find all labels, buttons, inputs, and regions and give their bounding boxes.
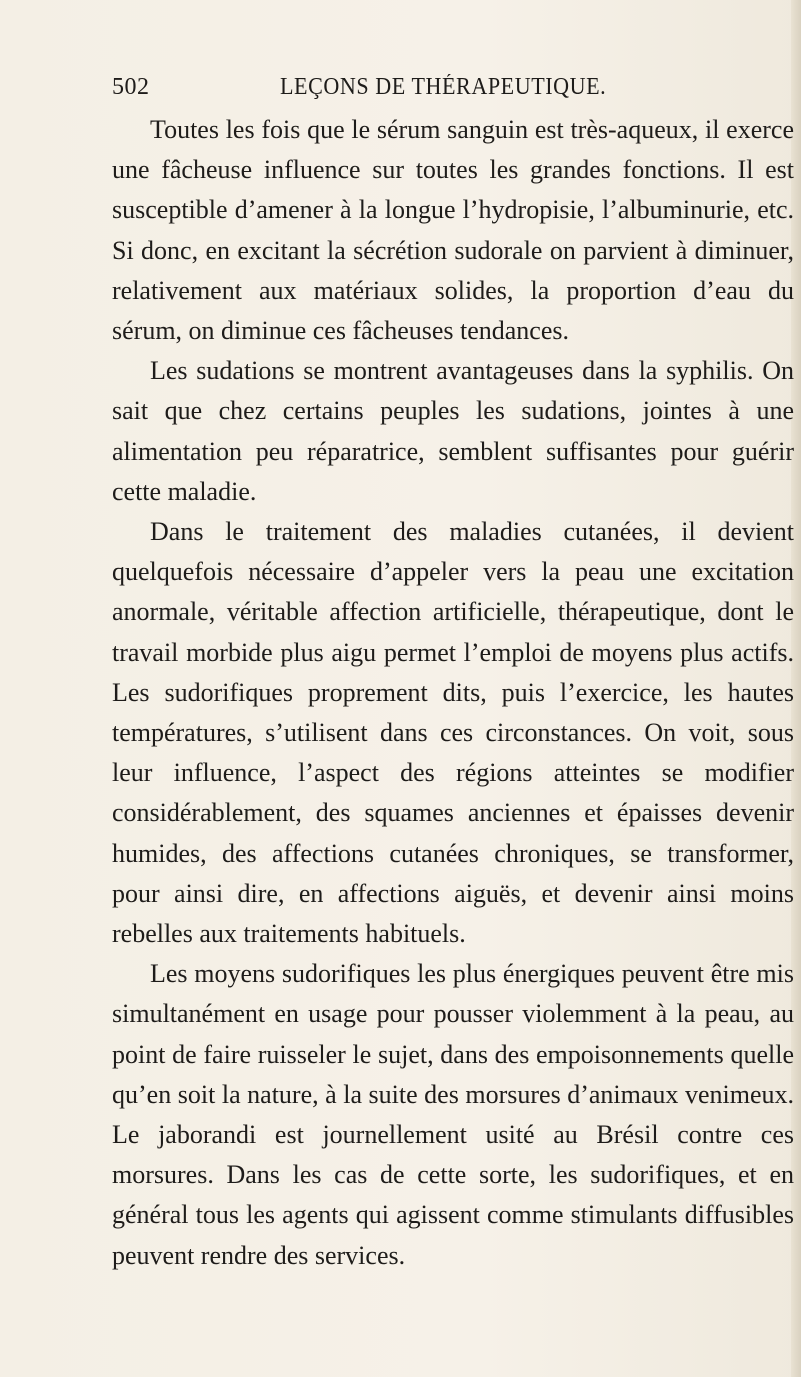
paragraph-2: Les sudations se montrent avantageuses dans la syphilis. On sait que chez certains peuples les sudations, jointes à une alimentation peu réparatrice, semblent suffisantes pour guérir cette maladie. — [112, 356, 794, 506]
running-header — [112, 72, 672, 108]
paragraph-3: Dans le traitement des maladies cutanées, il devient quelquefois nécessaire d’appeler vers la peau une excitation anormale, véritable affection artificielle, thérapeutique, dont le travail morbide plus aigu permet l’emploi de moyens plus actifs. Les sudorifiques proprement dits, puis l’exercice, les hautes températures, s’utilisent dans ces circonstances. On voit, sous leur influence, l’aspect des régions atteintes se modifier considérablement, des squames anciennes et épaisses devenir humides, des affections cutanées chroniques, se transformer, pour ainsi dire, en affections aiguës, et devenir ainsi moins rebelles aux traitements habituels. — [112, 517, 794, 949]
body-text — [112, 110, 794, 1276]
paragraph-4: Les moyens sudorifiques les plus énergiques peuvent être mis simultanément en usage pour pousser violemment à la peau, au point de faire ruisseler le sujet, dans des empoisonnements quelle qu’en soit la nature, à la suite des morsures d’animaux venimeux. Le jaborandi est journellement usité au Brésil contre ces morsures. Dans les cas de cette sorte, les sudorifiques, et en général tous les agents qui agissent comme stimulants diffusibles peuvent rendre des services. — [112, 959, 794, 1270]
running-title: LEÇONS DE THÉRAPEUTIQUE. — [280, 74, 607, 100]
page-number: 502 — [112, 74, 150, 100]
paragraph-1: Toutes les fois que le sérum sanguin est très-aqueux, il exerce une fâcheuse influence sur toutes les grandes fonctions. Il est susceptible d’amener à la longue l’hydropisie, l’albuminurie, etc. Si donc, en excitant la sécrétion sudorale on parvient à diminuer, relativement aux matériaux solides, la proportion d’eau du sérum, on diminue ces fâcheuses tendances. — [112, 115, 794, 346]
